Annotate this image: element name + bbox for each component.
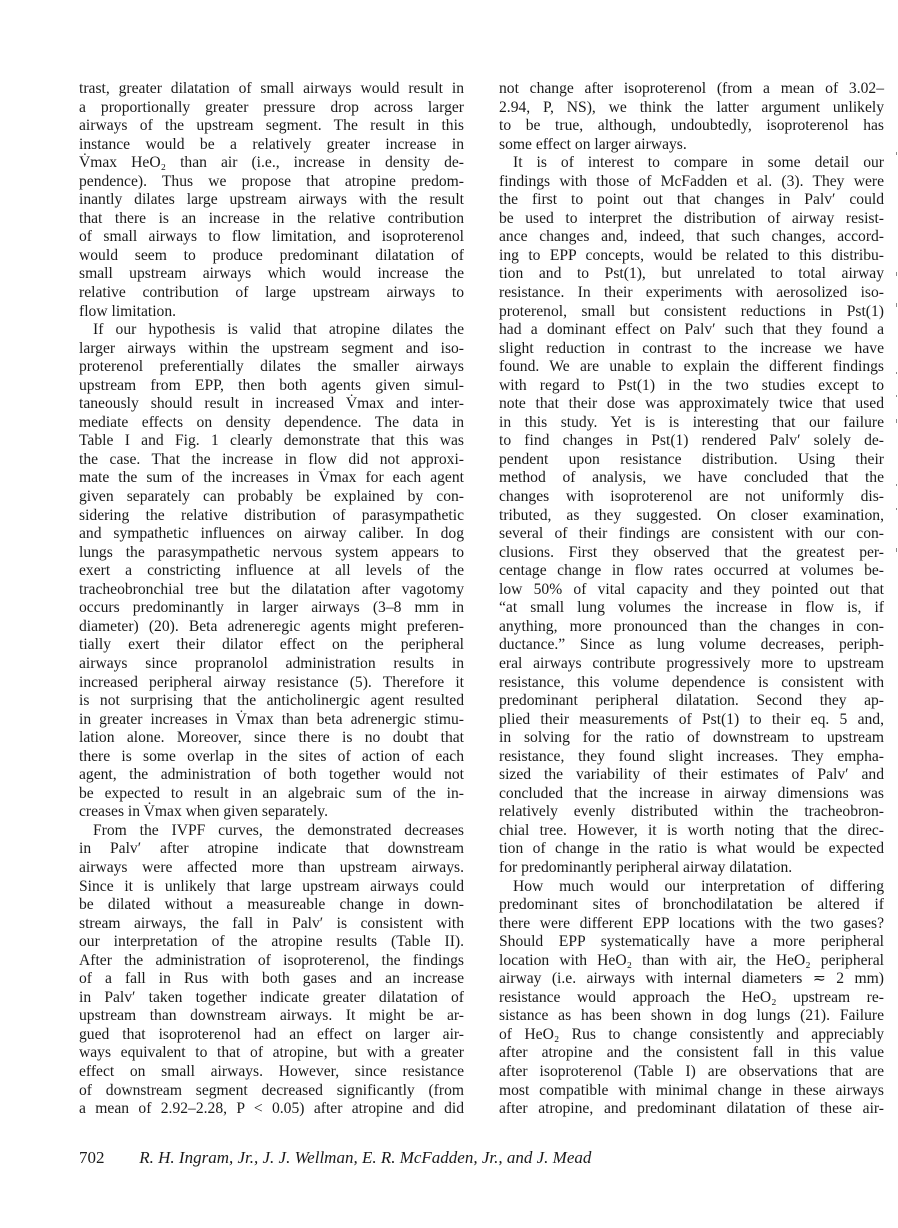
paragraph [79, 80, 464, 321]
text-line: findings with those of McFadden et al. (3). They were [499, 172, 884, 190]
text-line: of downstream segment decreased significantly (from [79, 1081, 464, 1099]
text-line: there were different EPP locations with the two gases? [499, 914, 884, 932]
text-line: inantly dilates large upstream airways with the result [79, 191, 464, 209]
right-column [499, 80, 884, 1119]
text-line: If our hypothesis is valid that atropine dilates the [93, 321, 464, 339]
text-line: After the administration of isoproterenol, the findings [79, 951, 464, 969]
text-line: plied their measurements of Pst(1) to their eq. 5 and, [499, 710, 884, 728]
text-line: Since it is unlikely that large upstream airways could [79, 877, 464, 895]
text-line: airway (i.e. airways with internal diameters ≂ 2 mm) [499, 970, 884, 988]
text-line: there is some overlap in the sites of action of each [79, 747, 464, 765]
text-line: It is of interest to compare in some detail our [513, 154, 884, 172]
text-line: airways since propranolol administration results in [79, 654, 464, 672]
text-line: pendence). Thus we propose that atropine predom- [79, 172, 464, 190]
text-line: for predominantly peripheral airway dilatation. [499, 858, 793, 876]
text-line: sidering the relative distribution of parasympathetic [79, 506, 464, 524]
text-line: location with HeO₂ than with air, the HeO₂ peripheral [499, 951, 884, 969]
text-line: lation alone. Moreover, since there is no doubt that [79, 729, 464, 747]
text-line: gued that isoproterenol had an effect on larger air- [79, 1025, 464, 1043]
text-line: 2.94, P, NS), we think the latter argument unlikely [499, 98, 884, 116]
text-line: would seem to produce predominant dilatation of [79, 246, 464, 264]
text-line: in greater increases in V̇max than beta adrenergic stimu- [79, 710, 464, 728]
text-line: relatively evenly distributed within the tracheobron- [499, 803, 884, 821]
text-line: larger airways within the upstream segment and iso- [79, 339, 464, 357]
text-line: Should EPP systematically have a more peripheral [499, 933, 884, 951]
text-line: predominant sites of bronchodilatation be altered if [499, 896, 884, 914]
text-line: How much would our interpretation of differing [513, 877, 884, 895]
text-line: of HeO₂ Rus to change consistently and appreciably [499, 1025, 884, 1043]
text-line: to be true, although, undoubtedly, isoproterenol has [499, 117, 884, 135]
margin-mark [896, 372, 897, 374]
text-line: tion and to Pst(1), but unrelated to total airway [499, 265, 884, 283]
text-line: centage change in flow rates occurred at volumes be- [499, 562, 884, 580]
text-line: several of their findings are consistent with our con- [499, 525, 884, 543]
text-line: and sympathetic influences on airway caliber. In dog [79, 525, 464, 543]
text-line: V̇max HeO₂ than air (i.e., increase in density de- [79, 154, 464, 172]
text-line: proterenol preferentially dilates the smaller airways [79, 358, 464, 376]
text-line: not change after isoproterenol (from a mean of 3.02– [499, 80, 884, 97]
text-line: to find changes in Pst(1) rendered Palv′ solely de- [499, 432, 884, 450]
paragraph [499, 80, 884, 154]
text-line: the case. That the increase in flow did not approxi- [79, 450, 464, 468]
text-line: note that their dose was approximately twice that used [499, 395, 884, 413]
text-line: tributed, as they suggested. On closer examination, [499, 506, 884, 524]
author-byline: R. H. Ingram, Jr., J. J. Wellman, E. R. McFadden, Jr., and J. Mead [139, 1148, 592, 1167]
text-line: lungs the parasympathetic nervous system appears to [79, 543, 464, 561]
margin-mark [896, 272, 897, 276]
text-line: sized the variability of their estimates of Palv′ and [499, 766, 884, 784]
text-line: anything, more pronounced than the changes in con- [499, 617, 884, 635]
text-line: proterenol, small but consistent reductions in Pst(1) [499, 302, 884, 320]
text-line: airways of the upstream segment. The result in this [79, 117, 464, 135]
paragraph [499, 878, 884, 1119]
text-line: Table I and Fig. 1 clearly demonstrate that this was [79, 432, 464, 450]
text-line: taneously should result in increased V̇max and inter- [79, 395, 464, 413]
text-line: in Palv′ taken together indicate greater dilatation of [79, 988, 464, 1006]
text-line: our interpretation of the atropine results (Table II). [79, 933, 464, 951]
margin-mark [896, 484, 897, 486]
text-line: be used to interpret the distribution of airway resist- [499, 209, 884, 227]
text-line: From the IVPF curves, the demonstrated decreases [93, 821, 464, 839]
text-line: tially exert their dilator effect on the peripheral [79, 636, 464, 654]
text-line: method of analysis, we have concluded that the [499, 469, 884, 487]
text-line: a mean of 2.92–2.28, P < 0.05) after atropine and did [79, 1100, 464, 1118]
margin-mark [896, 419, 897, 423]
text-line: exert a constricting influence at all levels of the [79, 562, 464, 580]
text-line: most compatible with minimal change in these airways [499, 1081, 884, 1099]
text-line: some effect on larger airways. [499, 135, 687, 153]
text-line: of a fall in Rus with both gases and an increase [79, 970, 464, 988]
text-line: changes with isoproterenol are not uniformly dis- [499, 488, 884, 506]
text-line: ductance.” Since as lung volume decreases, periph- [499, 636, 884, 654]
text-line: upstream than downstream airways. It might be ar- [79, 1007, 464, 1025]
text-line: predominant peripheral dilatation. Second they ap- [499, 692, 884, 710]
text-line: that there is an increase in the relative contribution [79, 209, 464, 227]
page-number: 702 [79, 1148, 105, 1167]
text-line: tracheobronchial tree but the dilatation after vagotomy [79, 580, 464, 598]
text-line: effect on small airways. However, since resistance [79, 1062, 464, 1080]
text-line: stream airways, the fall in Palv′ is consistent with [79, 914, 464, 932]
text-line: concluded that the increase in airway dimensions was [499, 784, 884, 802]
paragraph [79, 321, 464, 822]
text-line: resistance. In their experiments with aerosolized iso- [499, 284, 884, 302]
text-line: creases in V̇max when given separately. [79, 803, 328, 821]
text-line: low 50% of vital capacity and they pointed out that [499, 580, 884, 598]
text-line: clusions. First they observed that the greatest per- [499, 543, 884, 561]
text-line: agent, the administration of both together would not [79, 766, 464, 784]
text-line: had a dominant effect on Palv′ such that they found a [499, 321, 884, 339]
text-line: resistance, this volume dependence is consistent with [499, 673, 884, 691]
text-line: pendent upon resistance distribution. Using their [499, 450, 884, 468]
text-line: the first to point out that changes in Palv′ could [499, 191, 884, 209]
text-line: occurs predominantly in larger airways (3–8 mm in [79, 599, 464, 617]
text-line: in Palv′ after atropine indicate that downstream [79, 840, 464, 858]
text-line: in this study. Yet is is interesting that our failure [499, 413, 884, 431]
text-line: diameter) (20). Beta adreneregic agents might preferen- [79, 617, 464, 635]
text-line: increased peripheral airway resistance (5). Therefore it [79, 673, 464, 691]
page-footer [79, 1148, 591, 1168]
text-line: slight reduction in contrast to the increase we have [499, 339, 884, 357]
text-line: given separately can probably be explained by con- [79, 488, 464, 506]
text-line: ways equivalent to that of atropine, but with a greater [79, 1044, 464, 1062]
margin-mark [896, 508, 897, 510]
text-line: after atropine, and predominant dilatation of these air- [499, 1100, 884, 1118]
text-line: after atropine and the consistent fall in this value [499, 1044, 884, 1062]
text-line: trast, greater dilatation of small airways would result in [79, 80, 464, 97]
text-line: resistance would approach the HeO₂ upstream re- [499, 988, 884, 1006]
text-line: chial tree. However, it is worth noting that the direc- [499, 821, 884, 839]
text-line: mediate effects on density dependence. The data in [79, 413, 464, 431]
text-line: upstream from EPP, then both agents given simul- [79, 376, 464, 394]
text-line: small upstream airways which would increase the [79, 265, 464, 283]
text-line: is not surprising that the anticholinergic agent resulted [79, 692, 464, 710]
text-line: tion of change in the ratio is what would be expected [499, 840, 884, 858]
paragraph [79, 822, 464, 1119]
margin-mark [896, 395, 897, 397]
text-line: found. We are unable to explain the different findings [499, 358, 884, 376]
text-line: instance would be a relatively greater increase in [79, 135, 464, 153]
text-line: be dilated without a measureable change in down- [79, 896, 464, 914]
text-line: after isoproterenol (Table I) are observations that are [499, 1062, 884, 1080]
margin-mark [896, 303, 897, 307]
text-line: ance changes and, indeed, that such changes, accord- [499, 228, 884, 246]
text-line: airways were affected more than upstream airways. [79, 858, 464, 876]
text-line: relative contribution of large upstream airways to [79, 284, 464, 302]
text-line: sistance as has been shown in dog lungs (21). Failure [499, 1007, 884, 1025]
text-line: of small airways to flow limitation, and isoproterenol [79, 228, 464, 246]
text-line: in solving for the ratio of downstream to upstream [499, 729, 884, 747]
text-line: eral airways contribute progressively more to upstream [499, 654, 884, 672]
text-line: ing to EPP concepts, would be related to this distribu- [499, 246, 884, 264]
text-line: mate the sum of the increases in V̇max for each agent [79, 469, 464, 487]
left-column [79, 80, 464, 1119]
text-line: be expected to result in an algebraic sum of the in- [79, 784, 464, 802]
text-line: a proportionally greater pressure drop across larger [79, 98, 464, 116]
text-line: resistance, they found slight increases. They empha- [499, 747, 884, 765]
margin-mark [896, 152, 897, 155]
paragraph [499, 154, 884, 877]
margin-mark [896, 548, 897, 552]
text-line: “at small lung volumes the increase in flow is, if [499, 599, 884, 617]
text-line: with regard to Pst(1) in the two studies except to [499, 376, 884, 394]
text-line: flow limitation. [79, 302, 177, 320]
